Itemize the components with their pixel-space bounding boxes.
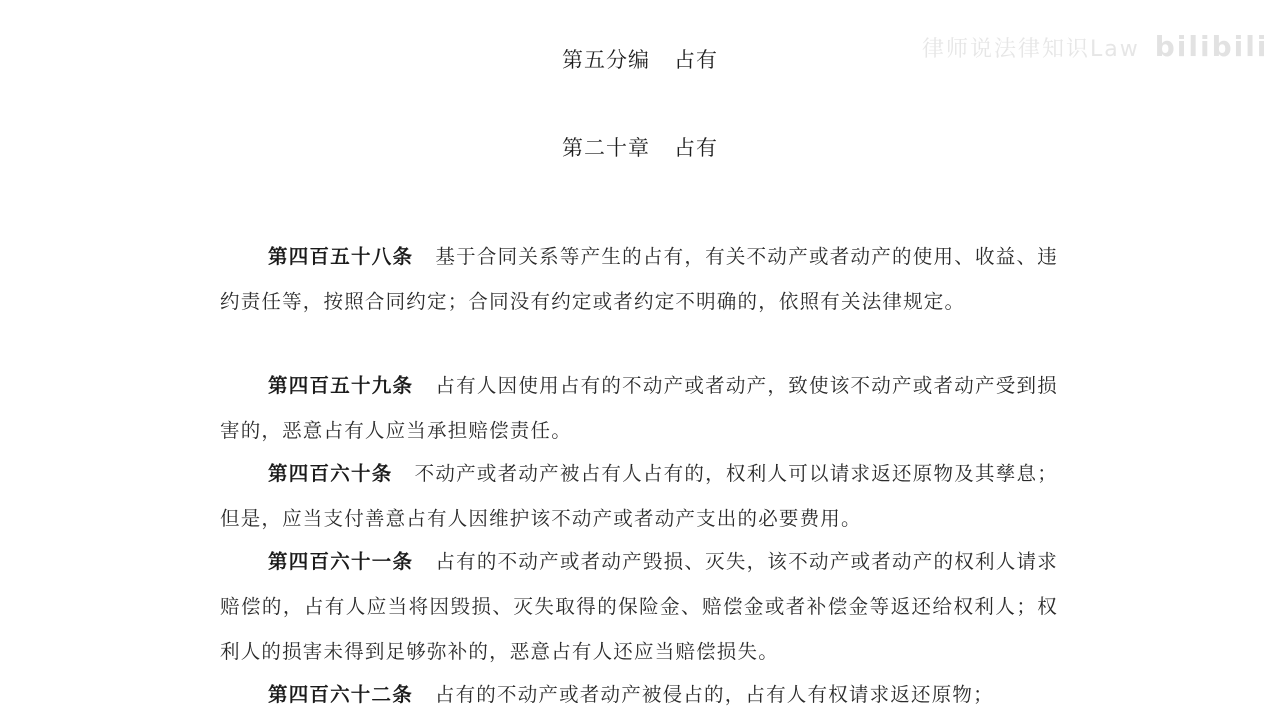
part-title bbox=[0, 44, 1280, 74]
article-458 bbox=[220, 234, 1058, 324]
article-text: 占有的不动产或者动产毁损、灭失，该不动产或者动产的权利人请求赔偿的，占有人应当将因毁损、灭失取得的保险金、赔偿金或者补偿金等返还给权利人；权利人的损害未得到足够弥补的，恶意占有人还应当赔偿损失。 bbox=[220, 549, 1058, 663]
article-text: 占有人因使用占有的不动产或者动产，致使该不动产或者动产受到损害的，恶意占有人应当承担赔偿责任。 bbox=[220, 373, 1058, 442]
article-460 bbox=[220, 451, 1058, 541]
article-461 bbox=[220, 539, 1058, 674]
article-text: 基于合同关系等产生的占有，有关不动产或者动产的使用、收益、违约责任等，按照合同约定；合同没有约定或者约定不明确的，依照有关法律规定。 bbox=[220, 244, 1058, 313]
bilibili-logo-icon: bilibili bbox=[1154, 30, 1269, 63]
article-462 bbox=[220, 672, 1058, 717]
article-number: 第四百六十二条 bbox=[268, 682, 413, 706]
chapter-name: 占有 bbox=[674, 136, 718, 160]
watermark-text: 律师说法律知识Law bbox=[922, 37, 1140, 62]
article-459 bbox=[220, 363, 1058, 453]
part-number: 第五分编 bbox=[562, 48, 650, 72]
article-text: 占有的不动产或者动产被侵占的，占有人有权请求返还原物； bbox=[434, 682, 994, 706]
chapter-title bbox=[0, 132, 1280, 162]
article-number: 第四百六十条 bbox=[268, 461, 393, 485]
article-number: 第四百五十八条 bbox=[268, 244, 414, 268]
article-number: 第四百五十九条 bbox=[268, 373, 414, 397]
part-name: 占有 bbox=[674, 48, 718, 72]
article-text: 不动产或者动产被占有人占有的，权利人可以请求返还原物及其孳息；但是，应当支付善意占有人因维护该不动产或者动产支出的必要费用。 bbox=[220, 461, 1059, 530]
article-number: 第四百六十一条 bbox=[268, 549, 414, 573]
chapter-number: 第二十章 bbox=[562, 136, 650, 160]
